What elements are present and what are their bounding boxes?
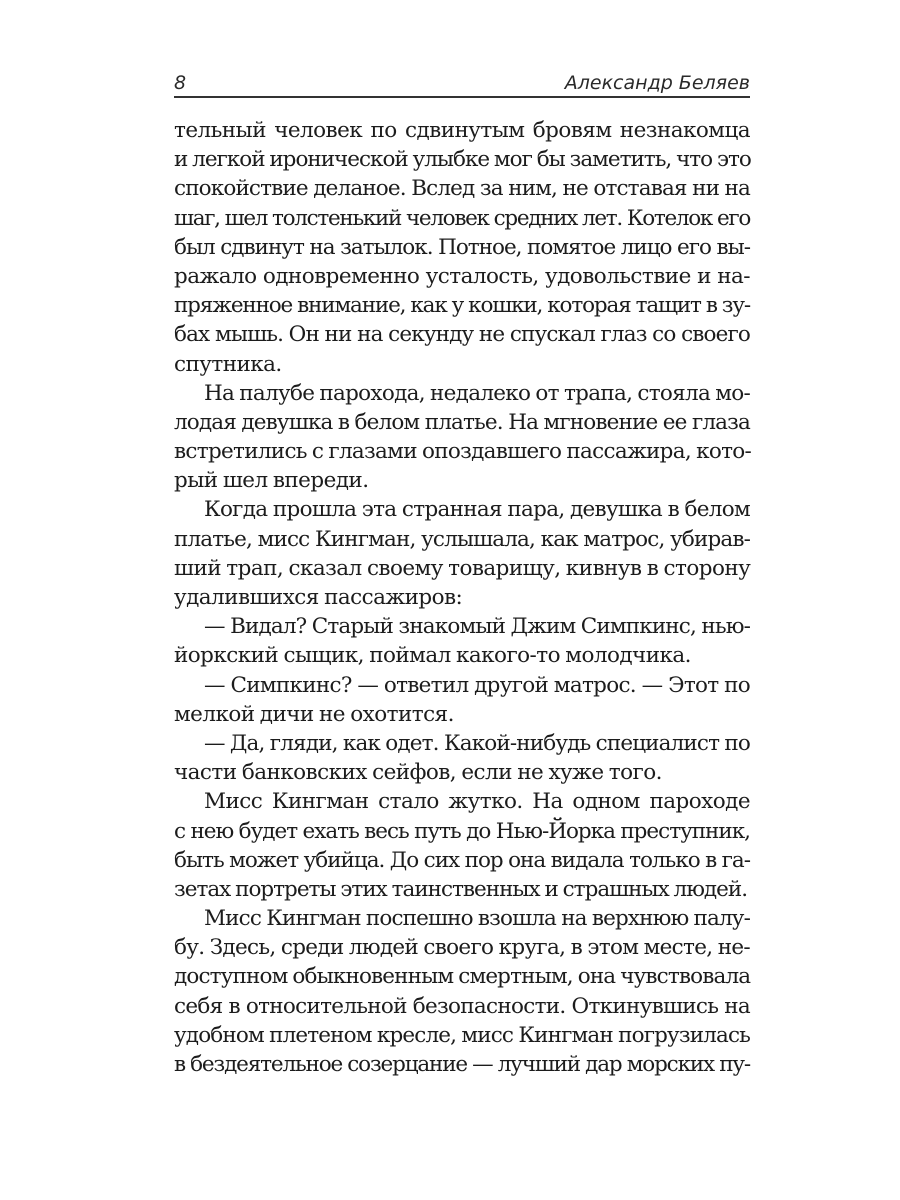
text-line: части банковских сейфов, если не хуже того.	[174, 760, 662, 786]
text-line: тельный человек по сдвинутым бровям незнакомца	[174, 118, 750, 143]
text-line: — Симпкинс? — ответил другой матрос. — Этот по	[204, 672, 750, 698]
text-line: — Видал? Старый знакомый Джим Симпкинс, нью-	[204, 614, 750, 640]
text-line: ражало одновременно усталость, удовольствие и на-	[174, 263, 750, 289]
text-line: мелкой дичи не охотится.	[174, 701, 454, 727]
text-line: спутника.	[174, 351, 282, 377]
text-line: платье, мисс Кингман, услышала, как матрос, убирав-	[174, 526, 750, 552]
text-line: с нею будет ехать весь путь до Нью-Йорка преступник,	[174, 818, 750, 844]
text-line: йоркский сыщик, поймал какого-то молодчика.	[174, 643, 691, 669]
page-number: 8	[174, 72, 187, 94]
text-line: ший трап, сказал своему товарищу, кивнув в сторону	[174, 555, 751, 581]
text-line: в бездеятельное созерцание — лучший дар морских пу-	[174, 1052, 750, 1077]
author-name: Александр Беляев	[564, 72, 750, 94]
text-line: был сдвинут на затылок. Потное, помятое лицо его вы-	[174, 234, 750, 260]
text-line: бу. Здесь, среди людей своего круга, в этом месте, не-	[174, 935, 750, 961]
text-line: и легкой иронической улыбке мог бы заметить, что это	[174, 147, 751, 173]
text-line: Когда прошла эта странная пара, девушка в белом	[204, 497, 750, 523]
body-text	[174, 116, 750, 1079]
text-line: Мисс Кингман стало жутко. На одном пароходе	[204, 789, 750, 815]
text-line: Мисс Кингман поспешно взошла на верхнюю палу-	[204, 906, 750, 932]
text-line: бах мышь. Он ни на секунду не спускал глаз со своего	[174, 322, 750, 348]
text-line: зетах портреты этих таинственных и страшных людей.	[174, 876, 748, 902]
text-line: рый шел впереди.	[174, 468, 369, 494]
text-line: пряженное внимание, как у кошки, которая тащит в зу-	[174, 293, 750, 319]
text-line: — Да, гляди, как одет. Какой-нибудь специалист по	[204, 730, 750, 756]
text-line: На палубе парохода, недалеко от трапа, стояла мо-	[204, 380, 751, 406]
text-line: удалившихся пассажиров:	[174, 585, 463, 610]
text-line: доступном обыкновенным смертным, она чувствовала	[174, 964, 751, 990]
text-line: шаг, шел толстенький человек средних лет. Котелок его	[174, 205, 750, 231]
text-line: удобном плетеном кресле, мисс Кингман погрузилась	[174, 1022, 750, 1048]
text-line: встретились с глазами опоздавшего пассажира, кото-	[174, 439, 752, 465]
text-line: лодая девушка в белом платье. На мгновение ее глаза	[174, 409, 750, 435]
running-head	[174, 66, 750, 94]
text-line: спокойствие деланое. Вслед за ним, не отставая ни на	[174, 176, 750, 202]
text-line: себя в относительной безопасности. Откинувшись на	[174, 993, 750, 1019]
text-line: быть может убийца. До сих пор она видала только в га-	[174, 847, 750, 873]
header-rule	[174, 96, 750, 98]
